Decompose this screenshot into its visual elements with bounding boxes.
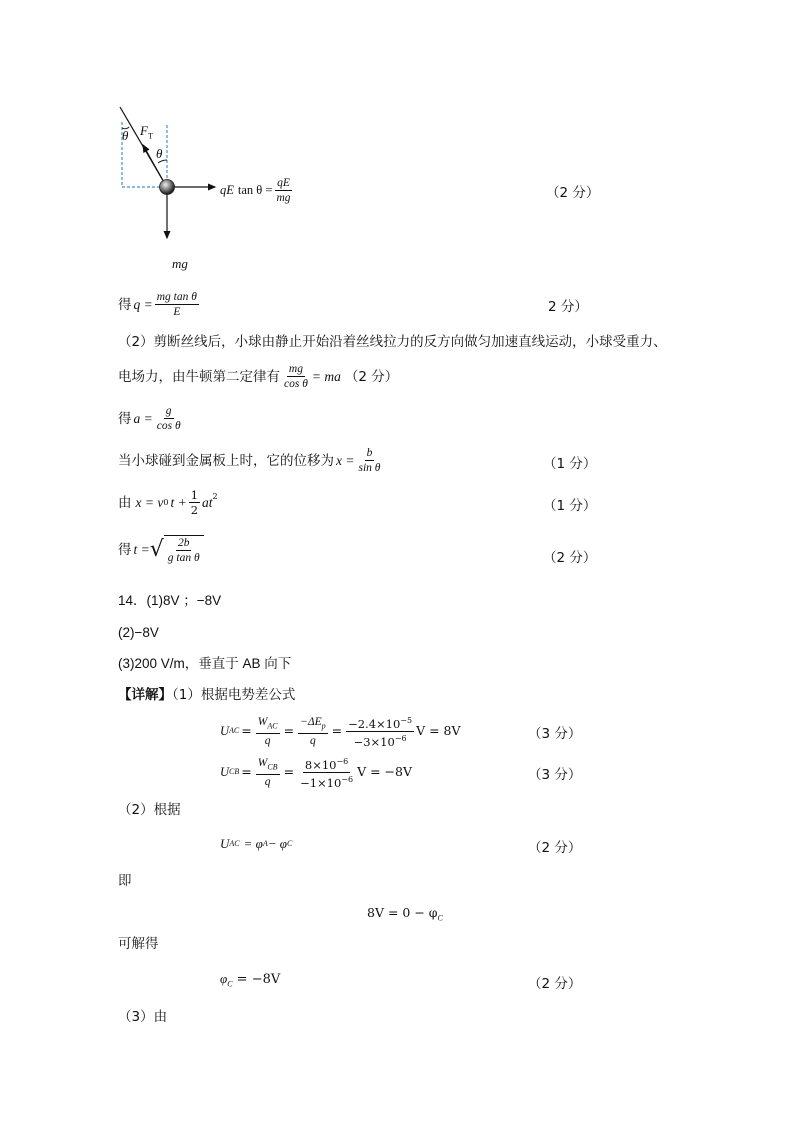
kejiede-text: 可解得 xyxy=(118,936,159,952)
score-uac: （3 分） xyxy=(528,726,582,742)
a-fraction: $\frac{g}{\text{cos θ}}$ xyxy=(156,405,181,432)
q-result-line: 得 q = $\frac{\text{mg tan θ}}{E}$ xyxy=(118,291,197,318)
newton-fraction: $\frac{mg}{\text{cos θ}}$ xyxy=(284,363,308,390)
eq-phic: $\varphi_C = -8V$ xyxy=(220,971,281,989)
q14-answer-3: (3)200 V/m，垂直于 AB 向下 xyxy=(118,656,292,671)
a-result-line: 得 a = $\frac{g}{\text{cos θ}}$ xyxy=(118,405,181,432)
t-fraction: $\frac{2b}{\text{g tan θ}}$ xyxy=(167,537,200,564)
part3-text: （3）由 xyxy=(118,1009,168,1025)
ball xyxy=(160,180,175,195)
score-x: （1 分） xyxy=(543,456,597,472)
electric-force-label: qE tan θ = $\frac{qE}{mg}$ xyxy=(220,177,291,204)
theta-inner-label: θ xyxy=(156,146,163,161)
eq-phi: U AC = φ A − φ C xyxy=(220,836,293,851)
theta-top-label: θ xyxy=(122,128,129,143)
ft-label: $F_T$ xyxy=(140,123,153,141)
kinematics-line: 由 x = v 0 t + $\frac{1}{2}$ at $^2$ xyxy=(118,488,218,517)
q14-answer-1: 14．(1)8V ；−8V xyxy=(118,593,222,608)
x-fraction: $\frac{b}{\text{sin θ}}$ xyxy=(358,447,381,474)
score-kin: （1 分） xyxy=(543,498,597,514)
eq-8v: $8V = 0 - \varphi_C$ xyxy=(367,905,443,923)
eq-ucb: U CB = $\frac{W_{CB}}{q}$ = $\frac{8\times 10^{-6}}{-1\times 10^{-6}}$ V = −8V xyxy=(220,756,412,790)
down-force-label: mg xyxy=(172,256,188,271)
score-q: 2 分） xyxy=(548,299,588,315)
part2-text2-line: 电场力，由牛顿第二定律有 $\frac{mg}{\text{cos θ}}$ = ma （2 分） xyxy=(118,363,399,390)
force-diagram xyxy=(110,100,310,275)
force-fraction: $\frac{qE}{mg}$ xyxy=(276,177,291,204)
ji-text: 即 xyxy=(118,873,132,889)
part2b-text: （2）根据 xyxy=(118,802,181,818)
x-displacement-line: 当小球碰到金属板上时，它的位移为 x = $\frac{b}{\text{sin θ}}$ xyxy=(118,447,381,474)
sqrt-expression: √ $\frac{2b}{\text{g tan θ}}$ xyxy=(150,535,204,565)
eq-uac: U AC = $\frac{W_{AC}}{q}$ = $\frac{-\Delta E_p}{q}$ = $\frac{-2.4\times 10^{-5}}{-3\times 10^{-6}}$ V = 8V xyxy=(220,715,461,749)
part2-text1: （2）剪断丝线后，小球由静止开始沿着丝线拉力的反方向做匀加速直线运动，小球受重力、 xyxy=(118,334,667,350)
detail-heading: 【详解】（1）根据电势差公式 xyxy=(118,687,296,703)
score-phic: （2 分） xyxy=(528,976,582,992)
score-phi: （2 分） xyxy=(528,840,582,856)
q-fraction: $\frac{\text{mg tan θ}}{E}$ xyxy=(156,291,197,318)
score-ucb: （3 分） xyxy=(528,767,582,783)
score-diagram: （2 分） xyxy=(546,185,600,201)
t-result-line: 得 t = √ $\frac{2b}{\text{g tan θ}}$ xyxy=(118,535,204,565)
half-fraction: $\frac{1}{2}$ xyxy=(190,488,199,517)
score-t: （2 分） xyxy=(543,550,597,566)
q14-answer-2: (2)−8V xyxy=(118,625,159,640)
